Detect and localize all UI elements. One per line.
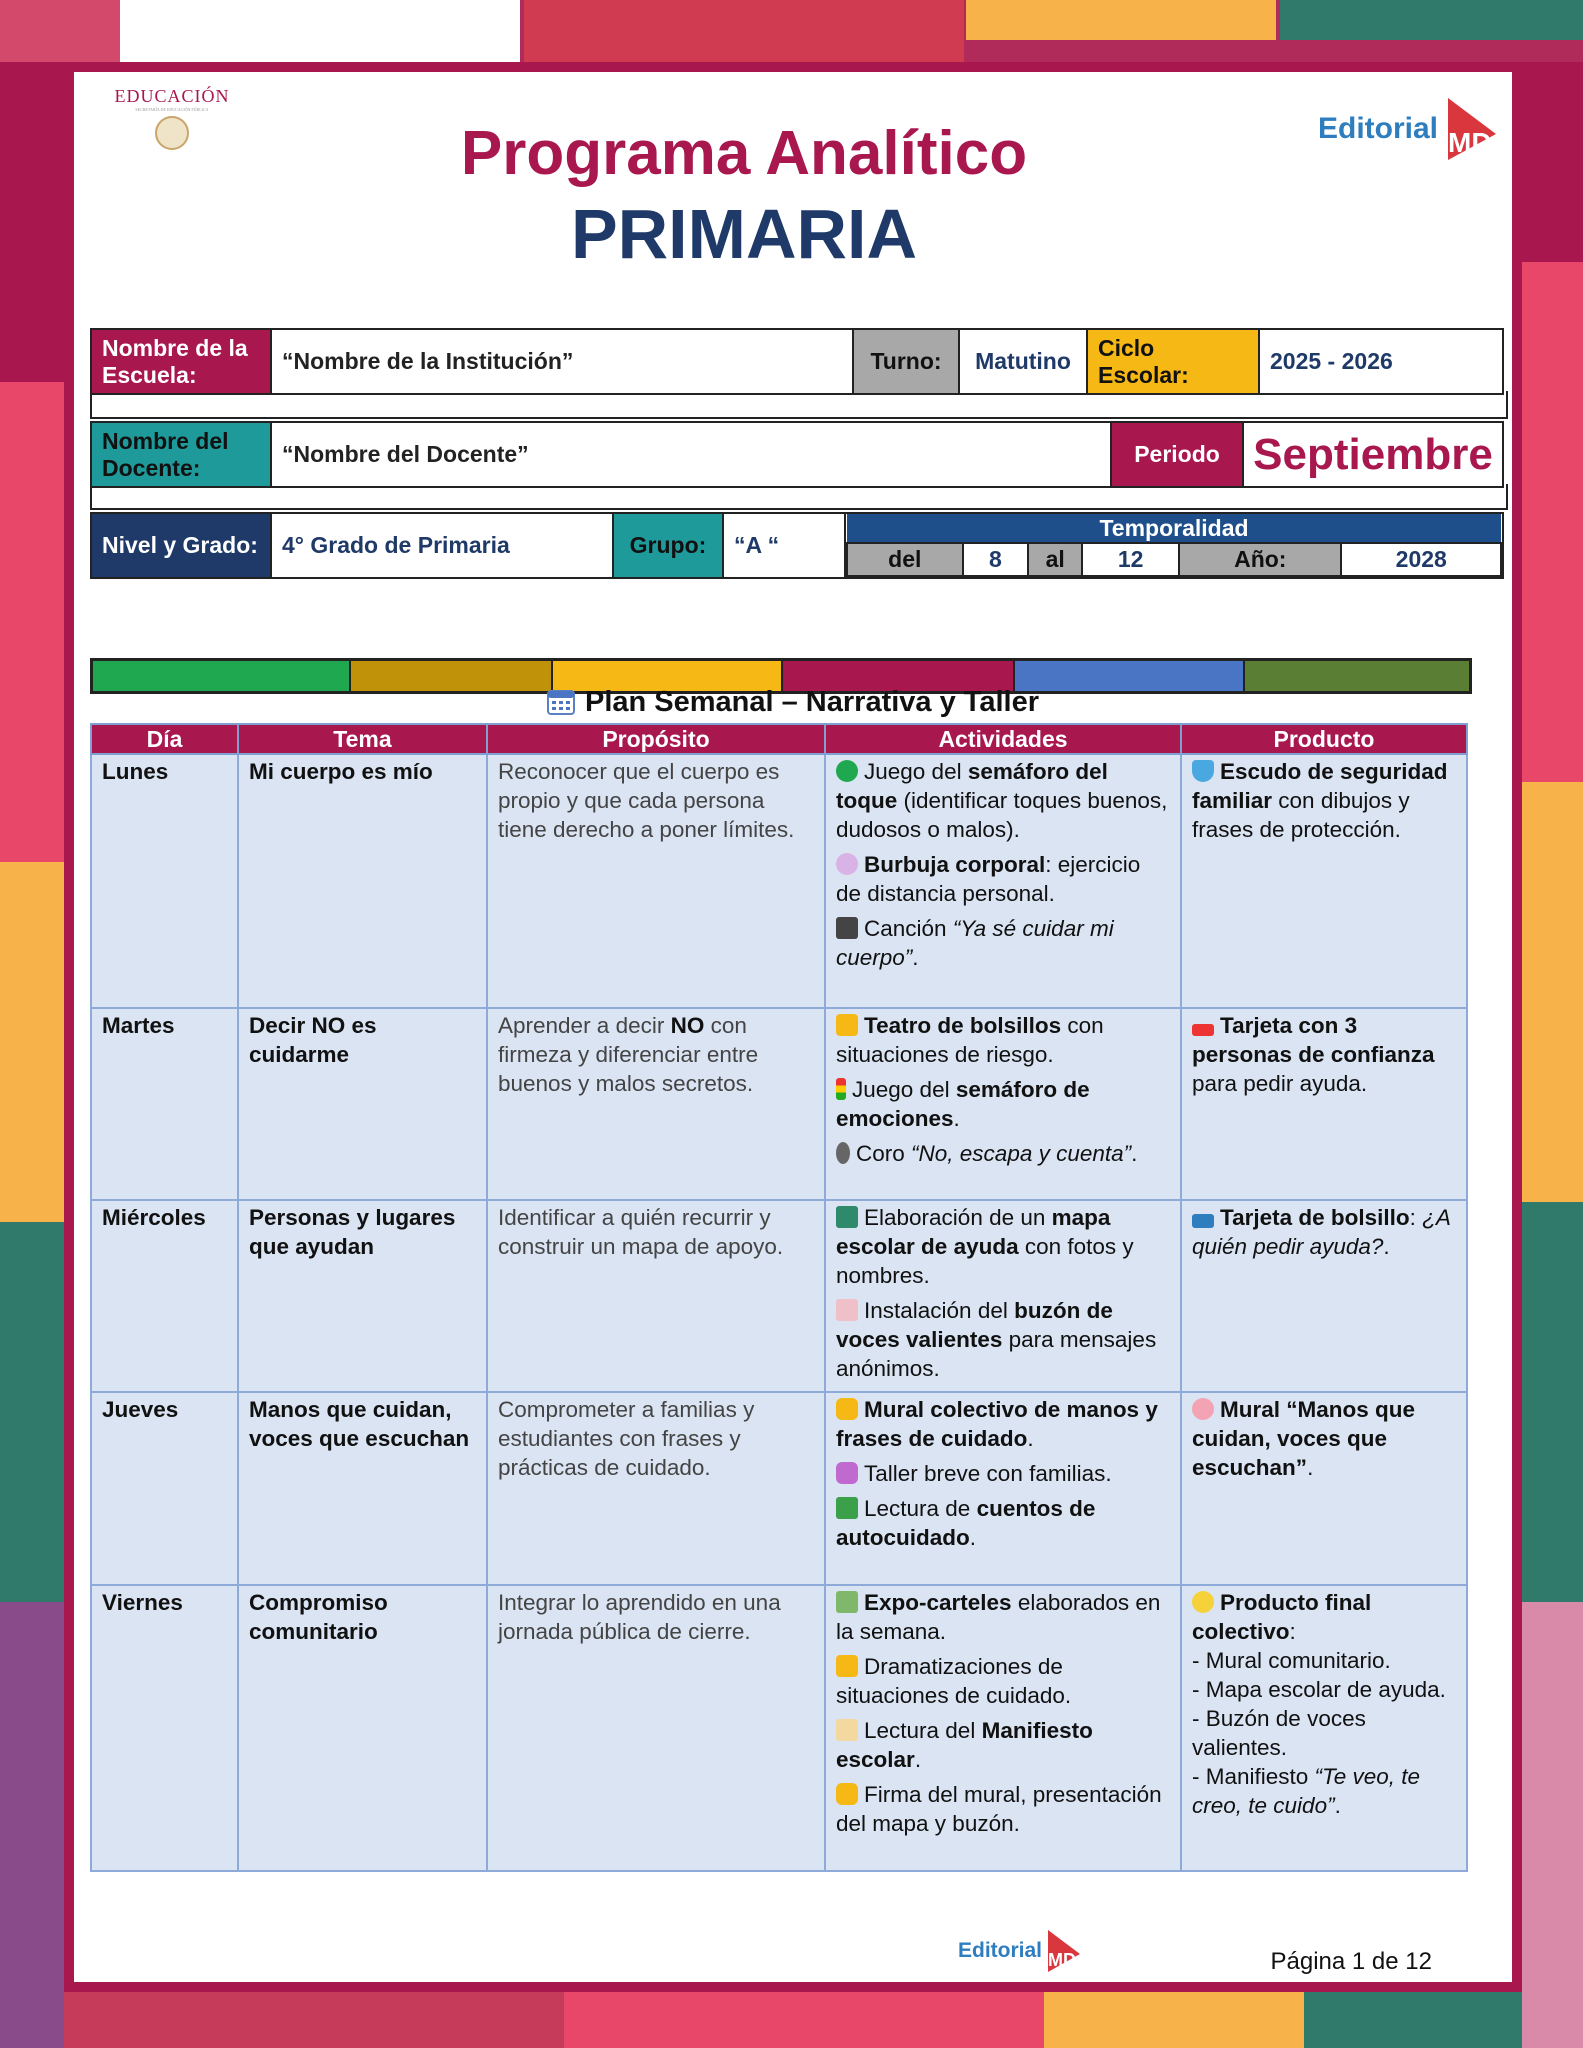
product-title — [1192, 1588, 1456, 1646]
editorial-logo-text: Editorial — [1317, 112, 1438, 145]
books-icon — [836, 1497, 858, 1519]
activity-item — [836, 1075, 1170, 1133]
theme-cell: Mi cuerpo es mío — [238, 754, 487, 1008]
traffic-light-icon — [836, 1078, 846, 1100]
info-teacher-row — [90, 421, 1504, 488]
theme-cell: Personas y lugares que ayudan — [238, 1200, 487, 1392]
music-notes-icon — [836, 917, 858, 939]
product-cell — [1181, 1585, 1467, 1871]
product-cell — [1181, 1008, 1467, 1200]
product-cell — [1181, 1392, 1467, 1585]
plan-title-text: Plan Semanal – Narrativa y Taller — [584, 686, 1040, 718]
activity-item — [836, 1203, 1170, 1290]
spacer-row — [90, 391, 1508, 419]
level-value: 4° Grado de Primaria — [271, 513, 613, 578]
year-label: Año: — [1179, 543, 1341, 576]
product-cell — [1181, 754, 1467, 1008]
document-page — [64, 62, 1522, 1992]
day-cell: Martes — [91, 1008, 238, 1200]
calendar-icon — [547, 687, 575, 715]
to-label: al — [1028, 543, 1082, 576]
product-text: con dibujos y frases de protección. — [1192, 788, 1410, 842]
shift-value: Matutino — [959, 329, 1087, 394]
activity-text: Instalación del — [864, 1298, 1015, 1323]
product-bold: Producto final colectivo — [1192, 1590, 1372, 1644]
activity-item — [836, 1395, 1170, 1453]
theme-cell: Compromiso comunitario — [238, 1585, 487, 1871]
info-school-row — [90, 328, 1504, 395]
plan-header-row — [91, 724, 1467, 754]
bg-block — [1044, 1992, 1304, 2048]
md-logo-text: MD — [1048, 1950, 1077, 1970]
temporality-cell — [845, 513, 1503, 578]
theme-cell: Manos que cuidan, voces que escuchan — [238, 1392, 487, 1585]
activity-item — [836, 1459, 1170, 1488]
activity-text: Juego del — [852, 1077, 956, 1102]
table-row — [91, 1008, 1467, 1200]
activity-text: : ejercicio de distancia personal. — [836, 852, 1141, 906]
bg-block — [1522, 1602, 1583, 2048]
activity-bold: Teatro de bolsillos — [864, 1013, 1062, 1038]
day-cell: Jueves — [91, 1392, 238, 1585]
product-line — [1192, 1762, 1456, 1820]
day-cell: Miércoles — [91, 1200, 238, 1392]
green-circle-icon — [836, 760, 858, 782]
activity-item — [836, 1011, 1170, 1069]
page-subtitle: PRIMARIA — [570, 195, 918, 273]
header-theme: Tema — [238, 724, 487, 754]
product-text: : — [1409, 1205, 1423, 1230]
hand-icon — [836, 1398, 858, 1420]
weekly-plan-table — [90, 723, 1468, 1872]
from-label: del — [847, 543, 963, 576]
theater-masks-icon — [836, 1655, 858, 1677]
group-value: “A “ — [723, 513, 845, 578]
temporality-table — [846, 514, 1502, 577]
purpose-bold: NO — [670, 1013, 705, 1038]
product-bold: Tarjeta con 3 personas de confianza — [1192, 1013, 1435, 1067]
activities-cell — [825, 754, 1181, 1008]
bubbles-icon — [836, 853, 858, 875]
bg-block — [1522, 782, 1583, 1202]
to-value: 12 — [1082, 543, 1179, 576]
card-icon — [1192, 1214, 1214, 1228]
bg-block — [564, 1992, 1044, 2048]
writing-hand-icon — [836, 1783, 858, 1805]
activity-text: . — [912, 945, 919, 970]
activity-text: Lectura del — [864, 1718, 982, 1743]
product-line: - Mural comunitario. — [1192, 1648, 1391, 1673]
md-logo-icon — [1442, 94, 1498, 164]
activity-item — [836, 1652, 1170, 1710]
activity-bold: semáforo del toque — [836, 759, 1108, 813]
product-text: . — [1334, 1793, 1341, 1818]
activity-text: Lectura de — [864, 1496, 977, 1521]
product-text: - Manifiesto — [1192, 1764, 1315, 1789]
sparkle-icon — [1192, 1591, 1214, 1613]
education-logo-subtext: SECRETARÍA DE EDUCACIÓN PÚBLICA — [135, 107, 209, 112]
product-italic: “Te veo, te creo, te cuido” — [1192, 1764, 1421, 1818]
from-value: 8 — [963, 543, 1029, 576]
year-value: 2028 — [1341, 543, 1501, 576]
product-bold: Tarjeta de bolsillo — [1220, 1205, 1410, 1230]
activity-bold: buzón de voces valientes — [836, 1298, 1113, 1352]
bg-block — [1522, 1202, 1583, 1602]
purpose-cell — [487, 1008, 825, 1200]
activity-text: . — [953, 1106, 960, 1131]
activity-bold: Mural colectivo de manos y frases de cuidado — [836, 1397, 1158, 1451]
activities-cell — [825, 1585, 1181, 1871]
product-text: para pedir ayuda. — [1192, 1071, 1368, 1096]
bg-block — [0, 382, 64, 862]
cycle-value: 2025 - 2026 — [1259, 329, 1503, 394]
activity-text: Coro — [856, 1141, 912, 1166]
activity-text: Taller breve con familias. — [864, 1461, 1112, 1486]
header-product: Producto — [1181, 724, 1467, 754]
activity-bold: Manifiesto escolar — [836, 1718, 1093, 1772]
page-number: Página 1 de 12 — [1270, 1948, 1432, 1975]
activity-text: (identificar toques buenos, dudosos o malos). — [836, 788, 1168, 842]
purpose-cell: Comprometer a familias y estudiantes con frases y prácticas de cuidado. — [487, 1392, 825, 1585]
teacher-label: Nombre del Docente: — [91, 422, 271, 487]
activity-text: . — [1131, 1141, 1138, 1166]
product-italic: ¿A quién pedir ayuda? — [1192, 1205, 1451, 1259]
activity-text: con fotos y nombres. — [836, 1234, 1134, 1288]
bg-block — [1522, 262, 1583, 782]
header-purpose: Propósito — [487, 724, 825, 754]
activity-text: Dramatizaciones de situaciones de cuidado. — [836, 1654, 1072, 1708]
bg-block — [0, 1222, 64, 1602]
theme-cell: Decir NO es cuidarme — [238, 1008, 487, 1200]
activity-bold: Expo-carteles — [864, 1590, 1012, 1615]
group-label: Grupo: — [613, 513, 723, 578]
mailbox-icon — [836, 1299, 858, 1321]
school-value: “Nombre de la Institución” — [271, 329, 853, 394]
bg-block — [0, 0, 120, 62]
activity-bold: semáforo de emociones — [836, 1077, 1090, 1131]
activity-item — [836, 1494, 1170, 1552]
purpose-text: con firmeza y diferenciar entre buenos y malos secretos. — [498, 1013, 759, 1096]
footer-editorial-logo — [958, 1928, 1082, 1974]
product-text: : — [1289, 1619, 1296, 1644]
theater-masks-icon — [836, 1014, 858, 1036]
activities-cell — [825, 1200, 1181, 1392]
bg-block — [1280, 0, 1583, 40]
activity-text: Canción — [864, 916, 953, 941]
md-logo-icon — [1044, 1928, 1082, 1974]
activity-bold: cuentos de autocuidado — [836, 1496, 1096, 1550]
shift-label: Turno: — [853, 329, 959, 394]
activity-text: elaborados en la semana. — [836, 1590, 1161, 1644]
activity-text: Juego del — [864, 759, 968, 784]
day-cell: Viernes — [91, 1585, 238, 1871]
temporality-label: Temporalidad — [847, 514, 1501, 543]
activity-item — [836, 850, 1170, 908]
activities-cell — [825, 1392, 1181, 1585]
activity-item — [836, 1139, 1170, 1168]
footer-logo-text: Editorial — [958, 1939, 1043, 1962]
bg-block — [524, 0, 964, 62]
framed-picture-icon — [836, 1591, 858, 1613]
activity-bold: Burbuja corporal — [864, 852, 1046, 877]
activity-text: con situaciones de riesgo. — [836, 1013, 1104, 1067]
bg-block — [966, 0, 1276, 40]
table-row — [91, 1200, 1467, 1392]
day-cell: Lunes — [91, 754, 238, 1008]
family-icon — [836, 1462, 858, 1484]
bg-block — [120, 0, 520, 62]
page-title: Programa Analítico — [460, 119, 1028, 188]
teacher-value: “Nombre del Docente” — [271, 422, 1111, 487]
scroll-icon — [836, 1719, 858, 1741]
header-activities: Actividades — [825, 724, 1181, 754]
table-row — [91, 754, 1467, 1008]
product-bold: Escudo de seguridad familiar — [1192, 759, 1448, 813]
shield-icon — [1192, 760, 1214, 782]
activity-item — [836, 757, 1170, 844]
ticket-icon — [1192, 1024, 1214, 1036]
activity-text: . — [969, 1525, 977, 1550]
activity-text: . — [1027, 1426, 1034, 1451]
activity-item — [836, 1716, 1170, 1774]
period-value: Septiembre — [1243, 422, 1503, 487]
activity-text: . — [914, 1747, 922, 1772]
activity-item — [836, 1780, 1170, 1838]
md-logo-text: MD — [1448, 127, 1492, 158]
activity-item — [836, 1588, 1170, 1646]
activity-italic: “No, escapa y cuenta” — [911, 1141, 1132, 1166]
product-text: . — [1383, 1234, 1390, 1259]
purpose-cell: Reconocer que el cuerpo es propio y que cada persona tiene derecho a poner límites. — [487, 754, 825, 1008]
info-level-row — [90, 512, 1504, 579]
table-row — [91, 1392, 1467, 1585]
activity-italic: “Ya sé cuidar mi cuerpo” — [836, 916, 1114, 970]
bg-block — [0, 1602, 64, 2048]
editorial-logo — [1318, 94, 1498, 164]
palette-icon — [1192, 1398, 1214, 1420]
bg-block — [1522, 62, 1583, 262]
product-cell — [1181, 1200, 1467, 1392]
education-logo-text: EDUCACIÓN — [114, 86, 230, 106]
page-content — [74, 72, 1512, 1982]
activity-text: Elaboración de un — [864, 1205, 1052, 1230]
header-day: Día — [91, 724, 238, 754]
microphone-icon — [836, 1142, 850, 1164]
product-line: - Mapa escolar de ayuda. — [1192, 1677, 1446, 1702]
spacer-row — [90, 484, 1508, 510]
purpose-cell: Identificar a quién recurrir y construir un mapa de apoyo. — [487, 1200, 825, 1392]
activity-item — [836, 914, 1170, 972]
product-line: - Buzón de voces valientes. — [1192, 1706, 1366, 1760]
bg-block — [0, 862, 64, 1222]
product-text: . — [1307, 1455, 1314, 1480]
bg-block — [0, 62, 64, 382]
cycle-label: Ciclo Escolar: — [1087, 329, 1259, 394]
bg-block — [1304, 1992, 1522, 2048]
level-label: Nivel y Grado: — [91, 513, 271, 578]
table-row — [91, 1585, 1467, 1871]
school-label: Nombre de la Escuela: — [91, 329, 271, 394]
activity-text: Firma del mural, presentación del mapa y buzón. — [836, 1782, 1162, 1836]
bg-block — [64, 1992, 564, 2048]
map-icon — [836, 1206, 858, 1228]
activity-bold: mapa escolar de ayuda — [836, 1205, 1111, 1259]
activity-text: para mensajes anónimos. — [836, 1327, 1157, 1381]
product-bold: Mural “Manos que cuidan, voces que escuchan” — [1192, 1397, 1416, 1480]
plan-title — [74, 686, 1512, 719]
period-label: Periodo — [1111, 422, 1243, 487]
purpose-text: Aprender a decir — [498, 1013, 671, 1038]
purpose-cell: Integrar lo aprendido en una jornada pública de cierre. — [487, 1585, 825, 1871]
activities-cell — [825, 1008, 1181, 1200]
activity-item — [836, 1296, 1170, 1383]
